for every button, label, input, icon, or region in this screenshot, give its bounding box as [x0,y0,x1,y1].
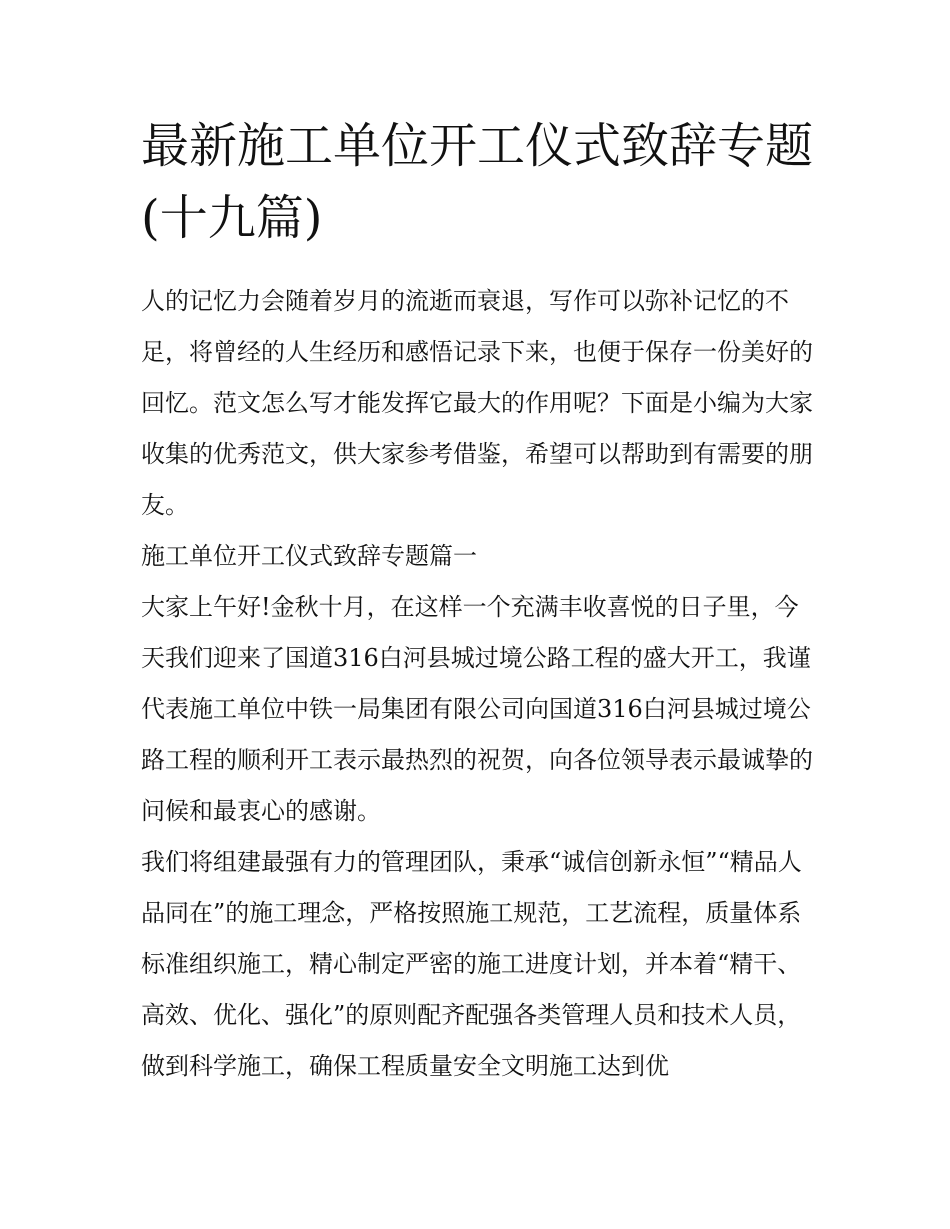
document-page [141,110,813,1092]
body-paragraph-1: 大家上午好!金秋十月，在这样一个充满丰收喜悦的日子里，今天我们迎来了国道316白河县城过境公路工程的盛大开工，我谨代表施工单位中铁一局集团有限公司向国道316白河县城过境公路工程的顺利开工表示最热烈的祝贺，向各位领导表示最诚挚的问候和最衷心的感谢。 [141,593,813,825]
body-paragraph-2: 我们将组建最强有力的管理团队，秉承“诚信创新永恒”“精品人品同在”的施工理念，严格按照施工规范，工艺流程，质量体系标准组织施工，精心制定严密的施工进度计划，并本着“精干、高效、优化、强化”的原则配齐配强各类管理人员和技术人员，做到科学施工，确保工程质量安全文明施工达到优 [141,848,802,1080]
intro-paragraph: 人的记忆力会随着岁月的流逝而衰退，写作可以弥补记忆的不足，将曾经的人生经历和感悟记录下来，也便于保存一份美好的回忆。范文怎么写才能发挥它最大的作用呢？下面是小编为大家收集的优秀范文，供大家参考借鉴，希望可以帮助到有需要的朋友。 [141,287,813,519]
document-title: 最新施工单位开工仪式致辞专题(十九篇) [141,118,814,246]
section-heading: 施工单位开工仪式致辞专题篇一 [141,542,477,570]
